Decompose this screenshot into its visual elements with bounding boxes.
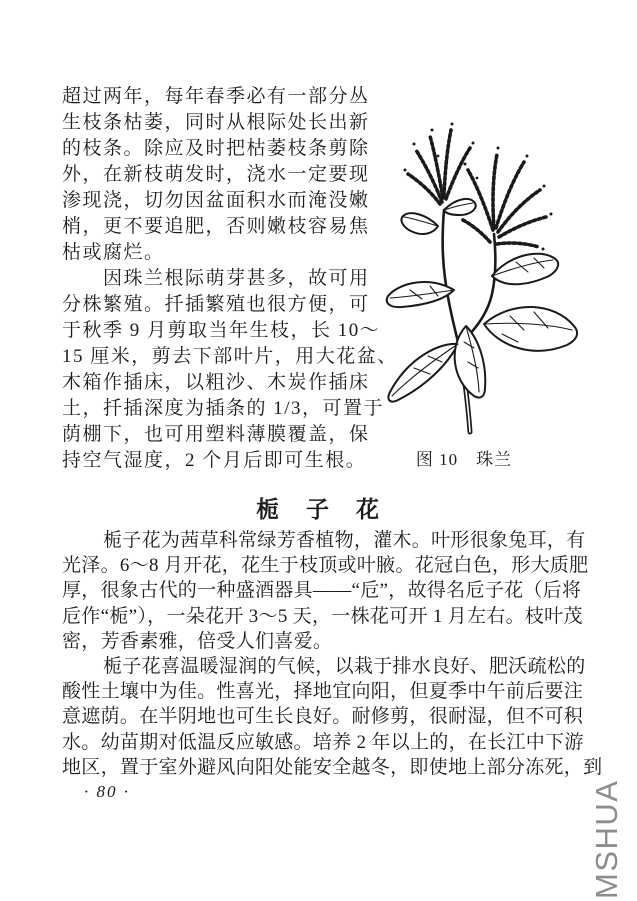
section-heading: 栀 子 花 (256, 497, 381, 522)
figure-caption: 图 10 珠兰 (415, 450, 513, 469)
text-line: 酸性土壤中为佳。性喜光，择地宜向阳，但夏季中午前后要注 (62, 681, 584, 703)
text-line: 土，扦插深度为插条的 1/3，可置于 (62, 398, 385, 419)
text-line: 生枝条枯萎，同时从根际处长出新 (62, 112, 370, 133)
text-line: 意遮荫。在半阴地也可生长良好。耐修剪，很耐湿，但不可积 (62, 706, 584, 728)
watermark: MSHUA (589, 779, 624, 899)
text-line: 栀子花为茜草科常绿芳香植物，灌木。叶形很象兔耳，有 (103, 530, 586, 551)
page-number: · 80 · (84, 782, 130, 801)
text-line: 持空气湿度，2 个月后即可生根。 (62, 450, 367, 471)
left-column (62, 84, 398, 474)
text-line: 卮作“栀”），一朵花开 3～5 天，一株花可开 1 月左右。枝叶茂 (62, 605, 583, 627)
plant-figure (378, 86, 606, 470)
text-line: 栀子花喜温暖湿润的气候，以栽于排水良好、肥沃疏松的 (103, 656, 586, 678)
text-line: 水。幼苗期对低温反应敏感。培养 2 年以上的，在长江中下游 (62, 731, 584, 753)
text-line: 厚，很象古代的一种盛酒器具——“卮”，故得名卮子花（后将 (62, 580, 582, 602)
text-line: 渗现浇，切勿因盆面积水而淹没嫩 (62, 190, 370, 211)
text-line: 光泽。6～8 月开花，花生于枝顶或叶腋。花冠白色，形大质肥 (62, 555, 589, 577)
main-paragraphs (62, 528, 603, 780)
text-line: 荫棚下，也可用塑料薄膜覆盖，保 (62, 424, 370, 445)
text-line: 地区，置于室外避风向阳处能安全越冬，即使地上部分冻死，到 (62, 756, 603, 778)
text-line: 的枝条。除应及时把枯萎枝条剪除 (62, 138, 370, 159)
text-line: 超过两年，每年春季必有一部分丛 (62, 86, 370, 107)
text-line: 密，芳香素雅，倍受人们喜爱。 (62, 630, 333, 652)
text-line: 15 厘米，剪去下部叶片，用大花盆、 (62, 346, 398, 367)
text-line: 外，在新枝萌发时，浇水一定要现 (62, 164, 370, 185)
text-line: 于秋季 9 月剪取当年生枝，长 10～ (62, 320, 381, 341)
text-line: 分株繁殖。扦插繁殖也很方便，可 (62, 294, 370, 315)
text-line: 梢，更不要追肥，否则嫩枝容易焦 (62, 216, 370, 237)
text-line: 枯或腐烂。 (62, 242, 165, 263)
pearl-orchid-illustration (378, 86, 606, 438)
text-line: 木箱作插床，以粗沙、木炭作插床 (62, 372, 370, 393)
text-line: 因珠兰根际萌芽甚多，故可用 (103, 268, 370, 289)
